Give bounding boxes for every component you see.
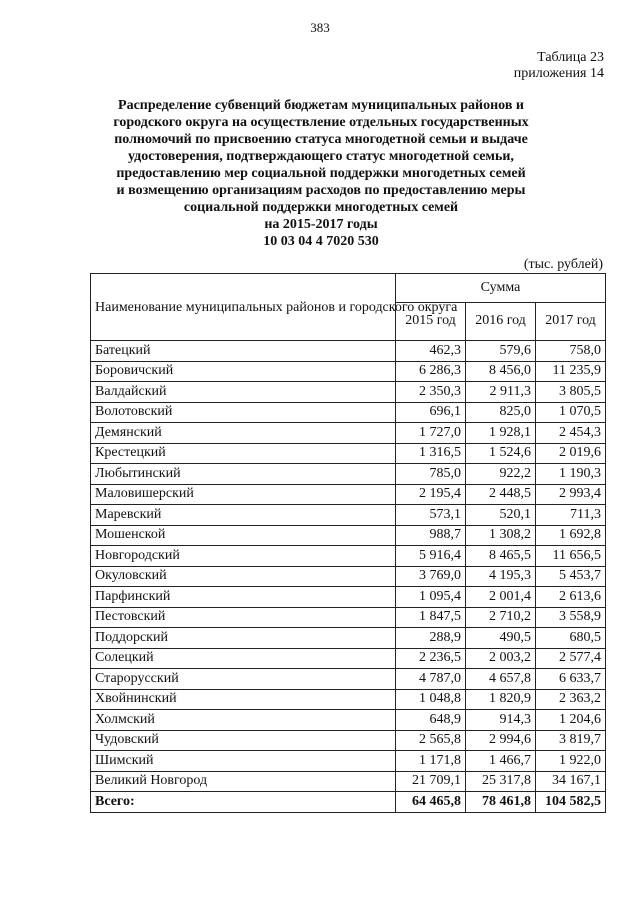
table-row bbox=[91, 382, 606, 403]
amount-2015: 696,1 bbox=[396, 402, 466, 423]
amount-2016: 1 928,1 bbox=[466, 423, 536, 444]
amount-2016: 2 448,5 bbox=[466, 484, 536, 505]
amount-2017: 1 070,5 bbox=[536, 402, 606, 423]
total-label: Всего: bbox=[91, 792, 396, 813]
units-label: (тыс. рублей) bbox=[523, 257, 603, 272]
table-row bbox=[91, 669, 606, 690]
amount-2015: 2 236,5 bbox=[396, 648, 466, 669]
title-line: Распределение субвенций бюджетам муниципальных районов и bbox=[118, 98, 524, 113]
table-row bbox=[91, 751, 606, 772]
district-name: Мошенской bbox=[91, 525, 396, 546]
column-header-2016: 2016 год bbox=[466, 302, 536, 340]
column-header-2015: 2015 год bbox=[396, 302, 466, 340]
table-row bbox=[91, 525, 606, 546]
amount-2017: 5 453,7 bbox=[536, 566, 606, 587]
table-annex-reference bbox=[514, 50, 604, 82]
title-line: городского округа на осуществление отдельных государственных bbox=[113, 115, 529, 130]
table-row bbox=[91, 689, 606, 710]
amount-2015: 1 171,8 bbox=[396, 751, 466, 772]
page-number: 383 bbox=[310, 20, 330, 35]
budget-classification-code: 10 03 04 4 7020 530 bbox=[263, 234, 379, 249]
title-line: социальной поддержки многодетных семей bbox=[183, 200, 459, 215]
document-title bbox=[60, 97, 582, 250]
table-row bbox=[91, 730, 606, 751]
amount-2017: 1 204,6 bbox=[536, 710, 606, 731]
amount-2017: 34 167,1 bbox=[536, 771, 606, 792]
amount-2016: 1 466,7 bbox=[466, 751, 536, 772]
amount-2015: 573,1 bbox=[396, 505, 466, 526]
amount-2015: 288,9 bbox=[396, 628, 466, 649]
district-name: Холмский bbox=[91, 710, 396, 731]
district-name: Шимский bbox=[91, 751, 396, 772]
amount-2016: 2 003,2 bbox=[466, 648, 536, 669]
amount-2017: 1 922,0 bbox=[536, 751, 606, 772]
table-row bbox=[91, 546, 606, 567]
column-header-name: Наименование муниципальных районов и городского округа bbox=[91, 274, 396, 341]
district-name: Великий Новгород bbox=[91, 771, 396, 792]
district-name: Крестецкий bbox=[91, 443, 396, 464]
amount-2017: 2 613,6 bbox=[536, 587, 606, 608]
district-name: Волотовский bbox=[91, 402, 396, 423]
district-name: Любытинский bbox=[91, 464, 396, 485]
total-value-2017: 104 582,5 bbox=[536, 792, 606, 813]
table-row bbox=[91, 607, 606, 628]
amount-2017: 2 993,4 bbox=[536, 484, 606, 505]
amount-2016: 4 195,3 bbox=[466, 566, 536, 587]
district-name: Парфинский bbox=[91, 587, 396, 608]
district-name: Демянский bbox=[91, 423, 396, 444]
district-name: Валдайский bbox=[91, 382, 396, 403]
amount-2017: 1 190,3 bbox=[536, 464, 606, 485]
amount-2016: 520,1 bbox=[466, 505, 536, 526]
total-value-2016: 78 461,8 bbox=[466, 792, 536, 813]
amount-2017: 2 577,4 bbox=[536, 648, 606, 669]
amount-2016: 2 001,4 bbox=[466, 587, 536, 608]
amount-2016: 25 317,8 bbox=[466, 771, 536, 792]
title-line: предоставлению мер социальной поддержки многодетных семей bbox=[116, 166, 526, 181]
amount-2016: 1 820,9 bbox=[466, 689, 536, 710]
table-total-row bbox=[91, 792, 606, 813]
district-name: Хвойнинский bbox=[91, 689, 396, 710]
amount-2017: 11 235,9 bbox=[536, 361, 606, 382]
amount-2015: 988,7 bbox=[396, 525, 466, 546]
column-header-2017: 2017 год bbox=[536, 302, 606, 340]
amount-2015: 2 195,4 bbox=[396, 484, 466, 505]
table-row bbox=[91, 771, 606, 792]
amount-2017: 2 019,6 bbox=[536, 443, 606, 464]
district-name: Батецкий bbox=[91, 341, 396, 362]
amount-2017: 680,5 bbox=[536, 628, 606, 649]
amount-2015: 1 847,5 bbox=[396, 607, 466, 628]
amount-2017: 3 805,5 bbox=[536, 382, 606, 403]
amount-2015: 5 916,4 bbox=[396, 546, 466, 567]
amount-2017: 11 656,5 bbox=[536, 546, 606, 567]
amount-2017: 1 692,8 bbox=[536, 525, 606, 546]
district-name: Окуловский bbox=[91, 566, 396, 587]
title-line: на 2015-2017 годы bbox=[264, 217, 378, 232]
district-name: Пестовский bbox=[91, 607, 396, 628]
table-row bbox=[91, 341, 606, 362]
total-value-2015: 64 465,8 bbox=[396, 792, 466, 813]
amount-2016: 4 657,8 bbox=[466, 669, 536, 690]
amount-2015: 1 727,0 bbox=[396, 423, 466, 444]
table-row bbox=[91, 361, 606, 382]
amount-2017: 3 558,9 bbox=[536, 607, 606, 628]
amount-2015: 1 316,5 bbox=[396, 443, 466, 464]
subventions-table bbox=[90, 273, 606, 813]
amount-2016: 579,6 bbox=[466, 341, 536, 362]
district-name: Маревский bbox=[91, 505, 396, 526]
table-row bbox=[91, 628, 606, 649]
table-row bbox=[91, 587, 606, 608]
amount-2015: 3 769,0 bbox=[396, 566, 466, 587]
district-name: Старорусский bbox=[91, 669, 396, 690]
amount-2016: 1 524,6 bbox=[466, 443, 536, 464]
table-row bbox=[91, 710, 606, 731]
title-line: удостоверения, подтверждающего статус многодетной семьи, bbox=[128, 149, 514, 164]
title-line: полномочий по присвоению статуса многодетной семьи и выдаче bbox=[114, 132, 528, 147]
district-name: Новгородский bbox=[91, 546, 396, 567]
table-row bbox=[91, 464, 606, 485]
amount-2016: 8 456,0 bbox=[466, 361, 536, 382]
amount-2015: 648,9 bbox=[396, 710, 466, 731]
table-row bbox=[91, 423, 606, 444]
amount-2015: 2 565,8 bbox=[396, 730, 466, 751]
amount-2017: 6 633,7 bbox=[536, 669, 606, 690]
amount-2016: 2 911,3 bbox=[466, 382, 536, 403]
amount-2016: 2 710,2 bbox=[466, 607, 536, 628]
column-header-sum: Сумма bbox=[396, 274, 606, 303]
amount-2015: 785,0 bbox=[396, 464, 466, 485]
annex-line-appendix: приложения 14 bbox=[513, 66, 604, 81]
amount-2017: 3 819,7 bbox=[536, 730, 606, 751]
district-name: Солецкий bbox=[91, 648, 396, 669]
amount-2016: 1 308,2 bbox=[466, 525, 536, 546]
amount-2017: 711,3 bbox=[536, 505, 606, 526]
amount-2017: 758,0 bbox=[536, 341, 606, 362]
amount-2016: 825,0 bbox=[466, 402, 536, 423]
title-line: и возмещению организациям расходов по предоставлению меры bbox=[116, 183, 526, 198]
amount-2017: 2 454,3 bbox=[536, 423, 606, 444]
table-row bbox=[91, 505, 606, 526]
amount-2015: 21 709,1 bbox=[396, 771, 466, 792]
amount-2015: 2 350,3 bbox=[396, 382, 466, 403]
amount-2016: 2 994,6 bbox=[466, 730, 536, 751]
amount-2015: 1 095,4 bbox=[396, 587, 466, 608]
amount-2015: 6 286,3 bbox=[396, 361, 466, 382]
amount-2015: 4 787,0 bbox=[396, 669, 466, 690]
amount-2016: 8 465,5 bbox=[466, 546, 536, 567]
district-name: Поддорский bbox=[91, 628, 396, 649]
district-name: Чудовский bbox=[91, 730, 396, 751]
amount-2015: 462,3 bbox=[396, 341, 466, 362]
annex-line-table: Таблица 23 bbox=[537, 50, 604, 65]
district-name: Боровичский bbox=[91, 361, 396, 382]
amount-2017: 2 363,2 bbox=[536, 689, 606, 710]
amount-2016: 490,5 bbox=[466, 628, 536, 649]
table-row bbox=[91, 566, 606, 587]
amount-2015: 1 048,8 bbox=[396, 689, 466, 710]
amount-2016: 914,3 bbox=[466, 710, 536, 731]
table-row bbox=[91, 484, 606, 505]
amount-2016: 922,2 bbox=[466, 464, 536, 485]
table-row bbox=[91, 443, 606, 464]
district-name: Маловишерский bbox=[91, 484, 396, 505]
table-row bbox=[91, 648, 606, 669]
table-row bbox=[91, 402, 606, 423]
